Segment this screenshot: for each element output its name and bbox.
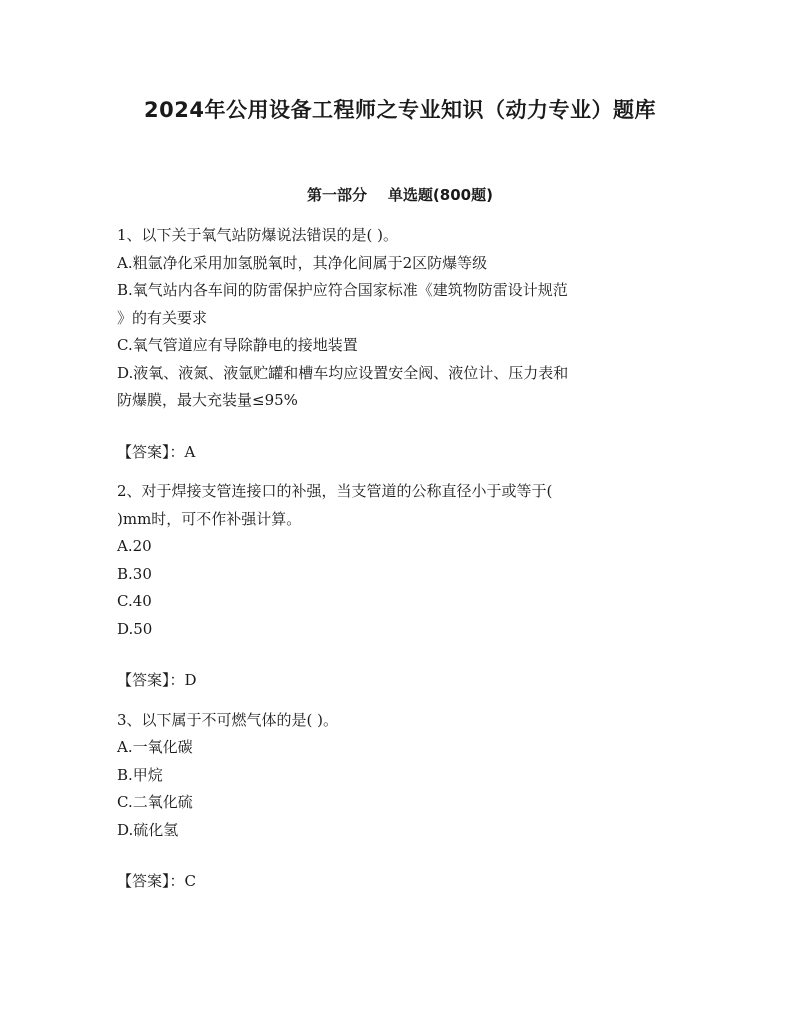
- answer-label: 【答案】：: [117, 872, 185, 890]
- question-stem: 2、对于焊接支管连接口的补强，当支管道的公称直径小于或等于(: [117, 482, 553, 500]
- option-b: B.氧气站内各车间的防雷保护应符合国家标准《建筑物防雷设计规范: [117, 281, 568, 299]
- question-1: [117, 222, 683, 466]
- question-stem: 1、以下关于氧气站防爆说法错误的是( )。: [117, 226, 399, 244]
- answer-line: [117, 439, 683, 467]
- answer-line: [117, 868, 683, 896]
- question-stem-continued: )mm时，可不作补强计算。: [117, 509, 302, 528]
- answer-label: 【答案】：: [117, 442, 185, 461]
- question-list: [117, 222, 683, 908]
- answer-value: A: [184, 442, 196, 461]
- option-b: B.30: [117, 564, 152, 583]
- answer-label: 【答案】：: [117, 671, 185, 689]
- option-a: A.20: [117, 537, 152, 555]
- option-c: C.氧气管道应有导除静电的接地装置: [117, 336, 358, 354]
- document-title: 2024年公用设备工程师之专业知识（动力专业）题库: [144, 98, 656, 122]
- question-stem: 3、以下属于不可燃气体的是( )。: [117, 710, 339, 729]
- option-c: C.二氧化硫: [117, 793, 193, 811]
- option-a: A.粗氩净化采用加氢脱氧时，其净化间属于2区防爆等级: [117, 253, 488, 272]
- answer-value: D: [184, 671, 197, 689]
- option-c: C.40: [117, 592, 152, 610]
- question-3: [117, 707, 683, 896]
- option-d: D.50: [117, 619, 153, 638]
- option-b: B.甲烷: [117, 765, 163, 784]
- option-a: A.一氧化碳: [117, 738, 193, 756]
- option-d: D.硫化氢: [117, 820, 179, 839]
- answer-line: [117, 667, 683, 695]
- question-2: [117, 478, 683, 695]
- option-b-continued: 》的有关要求: [117, 308, 208, 327]
- option-d: D.液氧、液氮、液氩贮罐和槽车均应设置安全阀、液位计、压力表和: [117, 363, 569, 382]
- answer-value: C: [184, 872, 196, 890]
- section-title: 第一部分 单选题(800题): [307, 186, 493, 204]
- option-d-continued: 防爆膜，最大充装量≤95%: [117, 391, 298, 409]
